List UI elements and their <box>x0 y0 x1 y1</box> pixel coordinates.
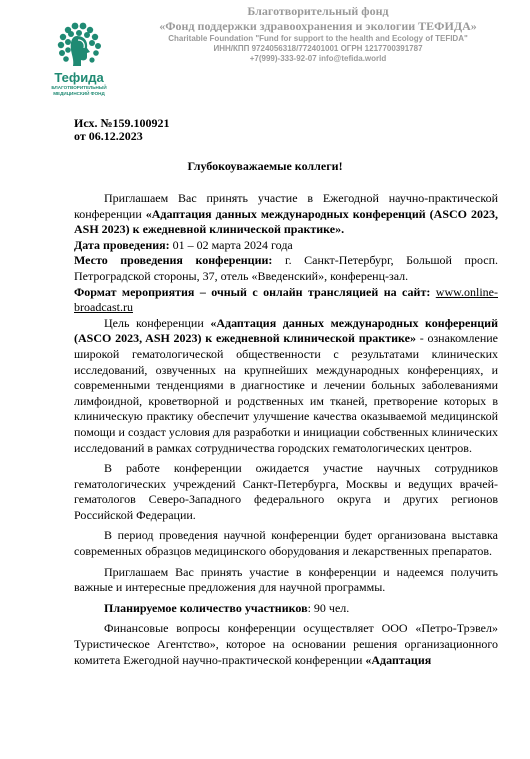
invite-paragraph: Приглашаем Вас принять участие в конференции и надеемся получить важные и интересные предложения для научной программы. <box>74 564 498 595</box>
finance-title: «Адаптация <box>365 652 432 667</box>
reference-date: от 06.12.2023 <box>74 129 143 143</box>
outgoing-reference <box>74 117 170 143</box>
place-line <box>74 253 498 284</box>
logo-name: Тефида <box>54 70 104 85</box>
broadcast-link[interactable]: www.online-broadcast.ru <box>74 284 498 315</box>
logo-subtitle-1: БЛАГОТВОРИТЕЛЬНЫЙ <box>51 85 107 90</box>
intro-text: Приглашаем Вас принять участие в Ежегодной научно-практической конференции <box>74 191 498 221</box>
format-line <box>74 285 498 316</box>
intro-paragraph <box>74 191 498 238</box>
letterhead-line-5: +7(999)-333-92-07 info@tefida.world <box>249 54 387 63</box>
conference-title: «Адаптация данных международных конференций (ASCO 2023, ASH 2023) к ежедневной клинической практике». <box>74 206 498 237</box>
exhibition-paragraph: В период проведения научной конференции будет организована выставка современных образцов медицинского оборудования и лекарственных препаратов. <box>74 528 498 559</box>
foundation-logo <box>44 18 114 96</box>
letterhead-line-2: «Фонд поддержки здравоохранения и экологии ТЕФИДА» <box>159 19 477 33</box>
goal-title: «Адаптация данных международных конференций (ASCO 2023, ASH 2023) к ежедневной клинической практике» <box>74 315 498 346</box>
logo-subtitle-2: МЕДИЦИНСКИЙ ФОНД <box>53 90 105 96</box>
place-value: г. Санкт-Петербург, Большой просп. Петроградской стороны, 37, отель «Введенский», конференц-зал. <box>74 253 499 283</box>
participants-paragraph: В работе конференции ожидается участие научных сотрудников гематологических учреждений Санкт-Петербурга, Москвы и ведущих врачей-гематологов Северо-Западного федерального округа и других регионов Российской Федерации. <box>74 461 498 522</box>
letterhead <box>124 4 512 64</box>
goal-paragraph <box>74 316 498 456</box>
goal-text: - ознакомление широкой гематологической общественности с результатами клинических исследований, озвученных на крупнейших международных конференциях, и современными тенденциями в диагностике и лечении больных заболеваниями лимфоидной, кроветворной и родственных им тканей, претворение которых в клиническую практику обеспечит улучшение качества оказываемой медицинской помощи и создаст условия для разработки и инициации собственных клинических исследований в рамках сотрудничества городских гематологических центров. <box>74 331 498 455</box>
format-label: Формат мероприятия – очный с онлайн трансляцией на сайт: <box>74 284 431 299</box>
letter-body <box>74 191 498 668</box>
date-label: Дата проведения: <box>74 237 170 252</box>
letterhead-line-3: Charitable Foundation "Fund for support to the health and Ecology of TEFIDA" <box>168 34 468 43</box>
finance-text: Финансовые вопросы конференции осуществляет ООО «Петро-Трэвел» Туристическое Агентство», которое на основании решения организационного комитета Ежегодной научно-практической конференции <box>74 621 498 667</box>
tree-head-logo-icon <box>52 18 106 70</box>
place-label: Место проведения конференции: <box>74 253 273 268</box>
greeting: Глубокоуважаемые коллеги! <box>187 159 343 173</box>
count-paragraph <box>74 601 498 617</box>
reference-number: Исх. №159.100921 <box>74 116 170 130</box>
count-value: : 90 чел. <box>307 600 350 615</box>
count-label: Планируемое количество участников <box>104 600 308 615</box>
date-line <box>74 238 498 254</box>
goal-intro: Цель конференции <box>104 315 211 330</box>
finance-paragraph <box>74 621 498 668</box>
letterhead-line-4: ИНН/КПП 9724056318/772401001 ОГРН 1217700391787 <box>213 44 423 53</box>
letterhead-line-1: Благотворительный фонд <box>247 4 389 18</box>
date-value: 01 – 02 марта 2024 года <box>169 237 293 252</box>
